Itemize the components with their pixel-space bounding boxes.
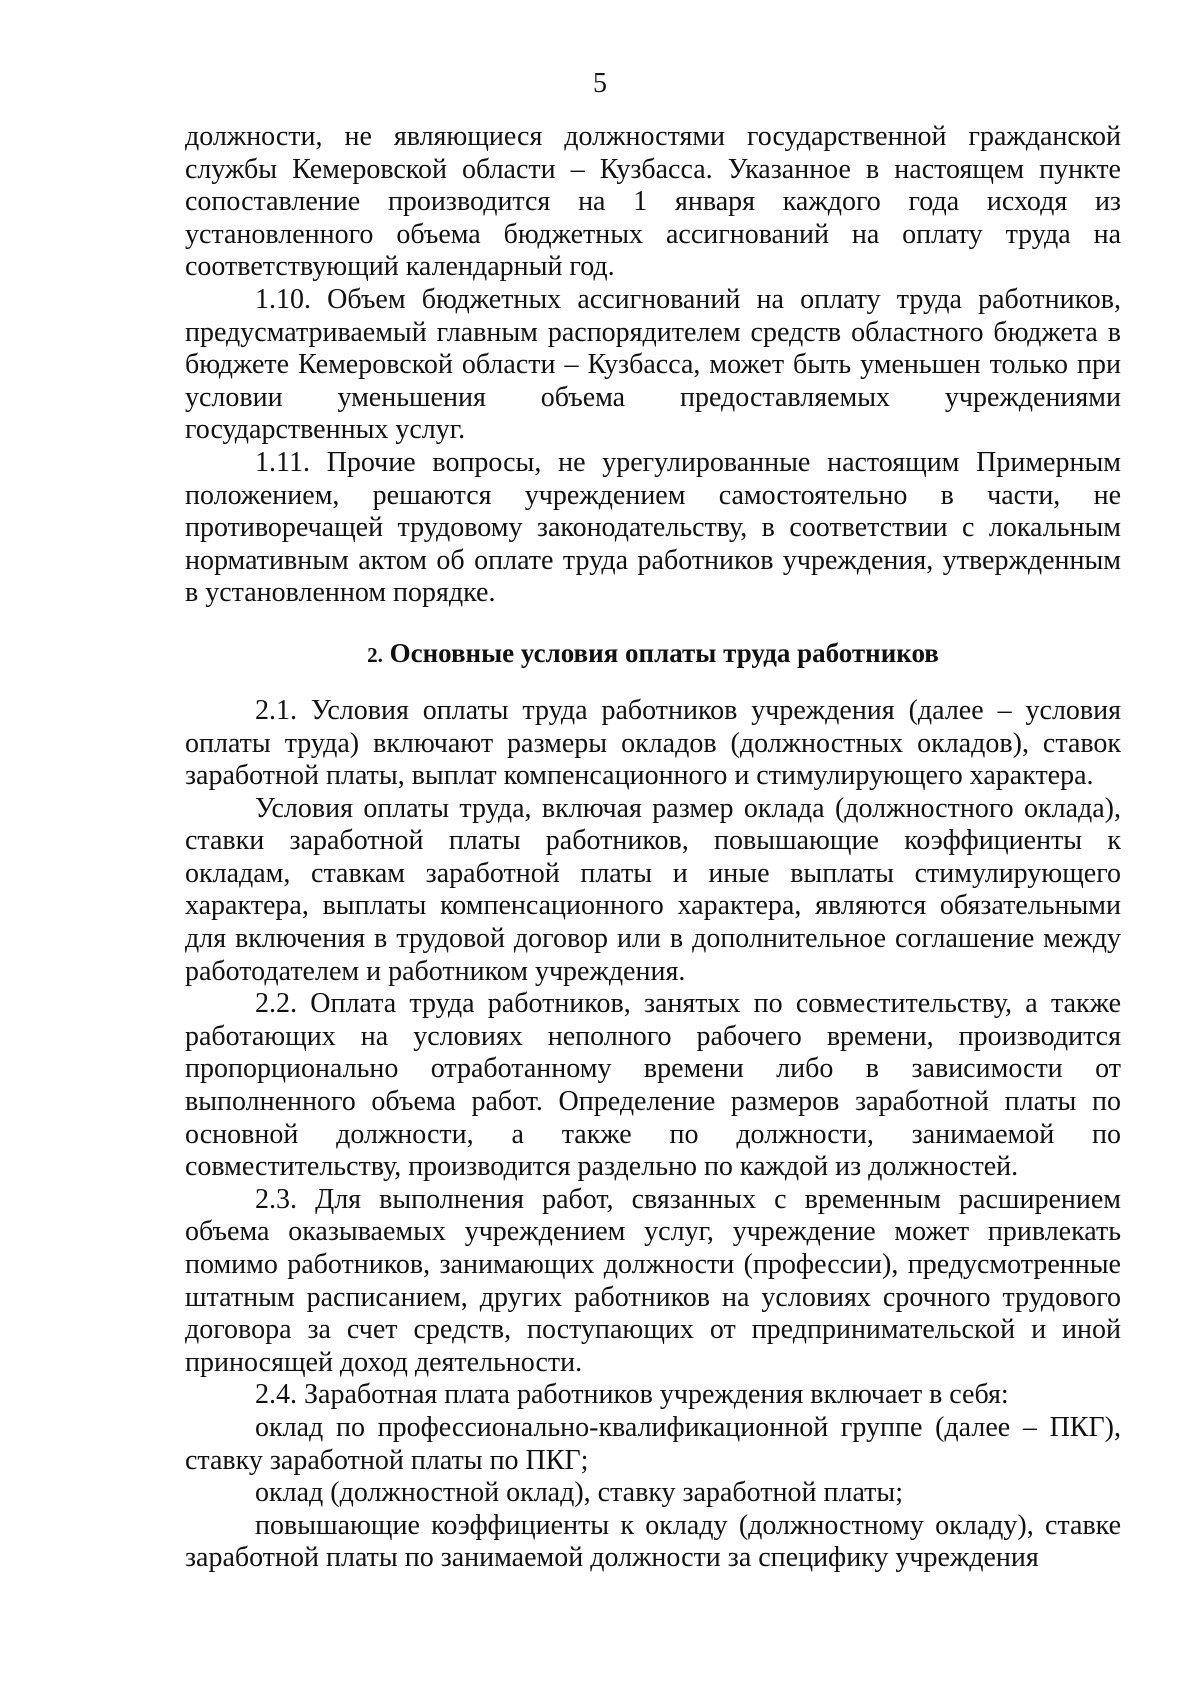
- section-number: 2.: [367, 642, 383, 667]
- page-number: 5: [593, 68, 607, 99]
- paragraph-2-4: 2.4. Заработная плата работников учреждения включает в себя:: [255, 1379, 1009, 1411]
- document-body: [185, 121, 1121, 1575]
- section-title: Основные условия оплаты труда работников: [389, 637, 939, 668]
- paragraph-2-1: 2.1. Условия оплаты труда работников учреждения (далее – условия оплаты труда) включают размеры окладов (должностных окладов), ставок заработной платы, выплат компенсационного и стимулирующего характера.: [185, 694, 1121, 792]
- list-item: оклад по профессионально-квалификационной группе (далее – ПКГ), ставку заработной платы по ПКГ;: [185, 1411, 1121, 1476]
- paragraph-2-3: 2.3. Для выполнения работ, связанных с временным расширением объема оказываемых учреждением услуг, учреждение может привлекать помимо работников, занимающих должности (профессии), предусмотренные штатным расписанием, других работников на условиях срочного трудового договора за счет средств, поступающих от предпринимательской и иной приносящей доход деятельности.: [185, 1183, 1121, 1378]
- section-heading: [185, 637, 1121, 671]
- paragraph-1-11: 1.11. Прочие вопросы, не урегулированные настоящим Примерным положением, решаются учреждением самостоятельно в части, не противоречащей трудовому законодательству, в соответствии с локальным нормативным актом об оплате труда работников учреждения, утвержденным в установленном порядке.: [185, 446, 1121, 609]
- paragraph-2-2: 2.2. Оплата труда работников, занятых по совместительству, а также работающих на условиях неполного рабочего времени, производится пропорционально отработанному времени либо в зависимости от выполненного объема работ. Определение размеров заработной платы по основной должности, а также по должности, занимаемой по совместительству, производится раздельно по каждой из должностей.: [185, 988, 1121, 1183]
- paragraph: Условия оплаты труда, включая размер оклада (должностного оклада), ставки заработной платы работников, повышающие коэффициенты к окладам, ставкам заработной платы и иные выплаты стимулирующего характера, выплаты компенсационного характера, являются обязательными для включения в трудовой договор или в дополнительное соглашение между работодателем и работником учреждения.: [185, 792, 1121, 987]
- paragraph: должности, не являющиеся должностями государственной гражданской службы Кемеровской области – Кузбасса. Указанное в настоящем пункте сопоставление производится на 1 января каждого года исходя из установленного объема бюджетных ассигнований на оплату труда на соответствующий календарный год.: [185, 121, 1121, 283]
- list-item: повышающие коэффициенты к окладу (должностному окладу), ставке заработной платы по занимаемой должности за специфику учреждения: [185, 1509, 1121, 1574]
- paragraph-1-10: 1.10. Объем бюджетных ассигнований на оплату труда работников, предусматриваемый главным распорядителем средств областного бюджета в бюджете Кемеровской области – Кузбасса, может быть уменьшен только при условии уменьшения объема предоставляемых учреждениями государственных услуг.: [185, 283, 1121, 446]
- list-item: оклад (должностной оклад), ставку заработной платы;: [255, 1477, 904, 1509]
